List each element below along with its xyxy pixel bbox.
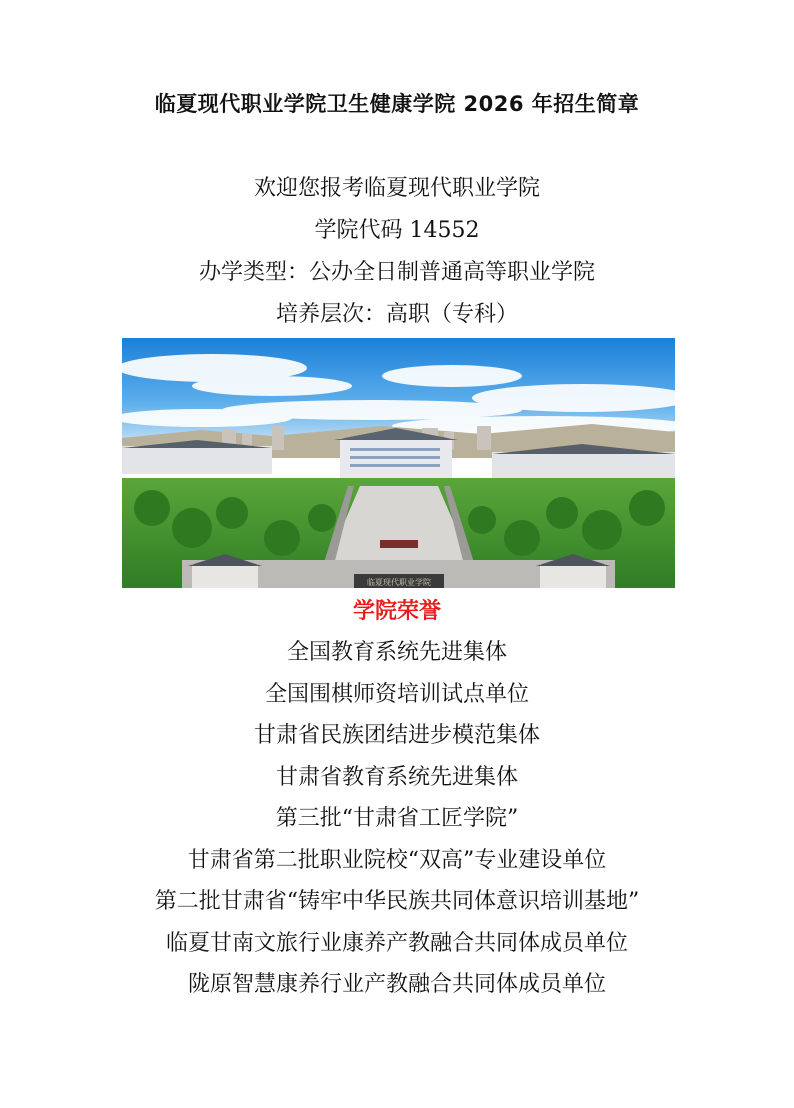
honors-heading: 学院荣誉 [352, 599, 441, 624]
campus-gate-sign: 临夏现代职业学院 [367, 578, 431, 587]
honor-item: 甘肃省民族团结进步模范集体 [253, 723, 540, 748]
honors-section [0, 592, 794, 1006]
honor-item: 甘肃省教育系统先进集体 [275, 764, 518, 790]
honor-item: 临夏甘南文旅行业康养产教融合共同体成员单位 [165, 930, 628, 956]
document-title: 临夏现代职业学院卫生健康学院 2026 年招生简章 [154, 92, 640, 116]
intro-college-code: 学院代码 14552 [314, 218, 480, 243]
honor-item: 第二批甘肃省“铸牢中华民族共同体意识培训基地” [154, 889, 640, 914]
intro-training-level: 培养层次：高职（专科） [275, 302, 518, 327]
honor-item: 第三批“甘肃省工匠学院” [275, 806, 519, 831]
intro-school-type: 办学类型：公办全日制普通高等职业学院 [198, 260, 595, 285]
intro-block [0, 168, 794, 336]
intro-welcome: 欢迎您报考临夏现代职业学院 [253, 176, 540, 201]
honor-item: 陇原智慧康养行业产教融合共同体成员单位 [187, 972, 606, 997]
honor-item: 全国围棋师资培训试点单位 [264, 681, 529, 707]
campus-photo [122, 338, 675, 588]
honor-item: 全国教育系统先进集体 [286, 640, 507, 665]
honor-item: 甘肃省第二批职业院校“双高”专业建设单位 [187, 847, 607, 873]
